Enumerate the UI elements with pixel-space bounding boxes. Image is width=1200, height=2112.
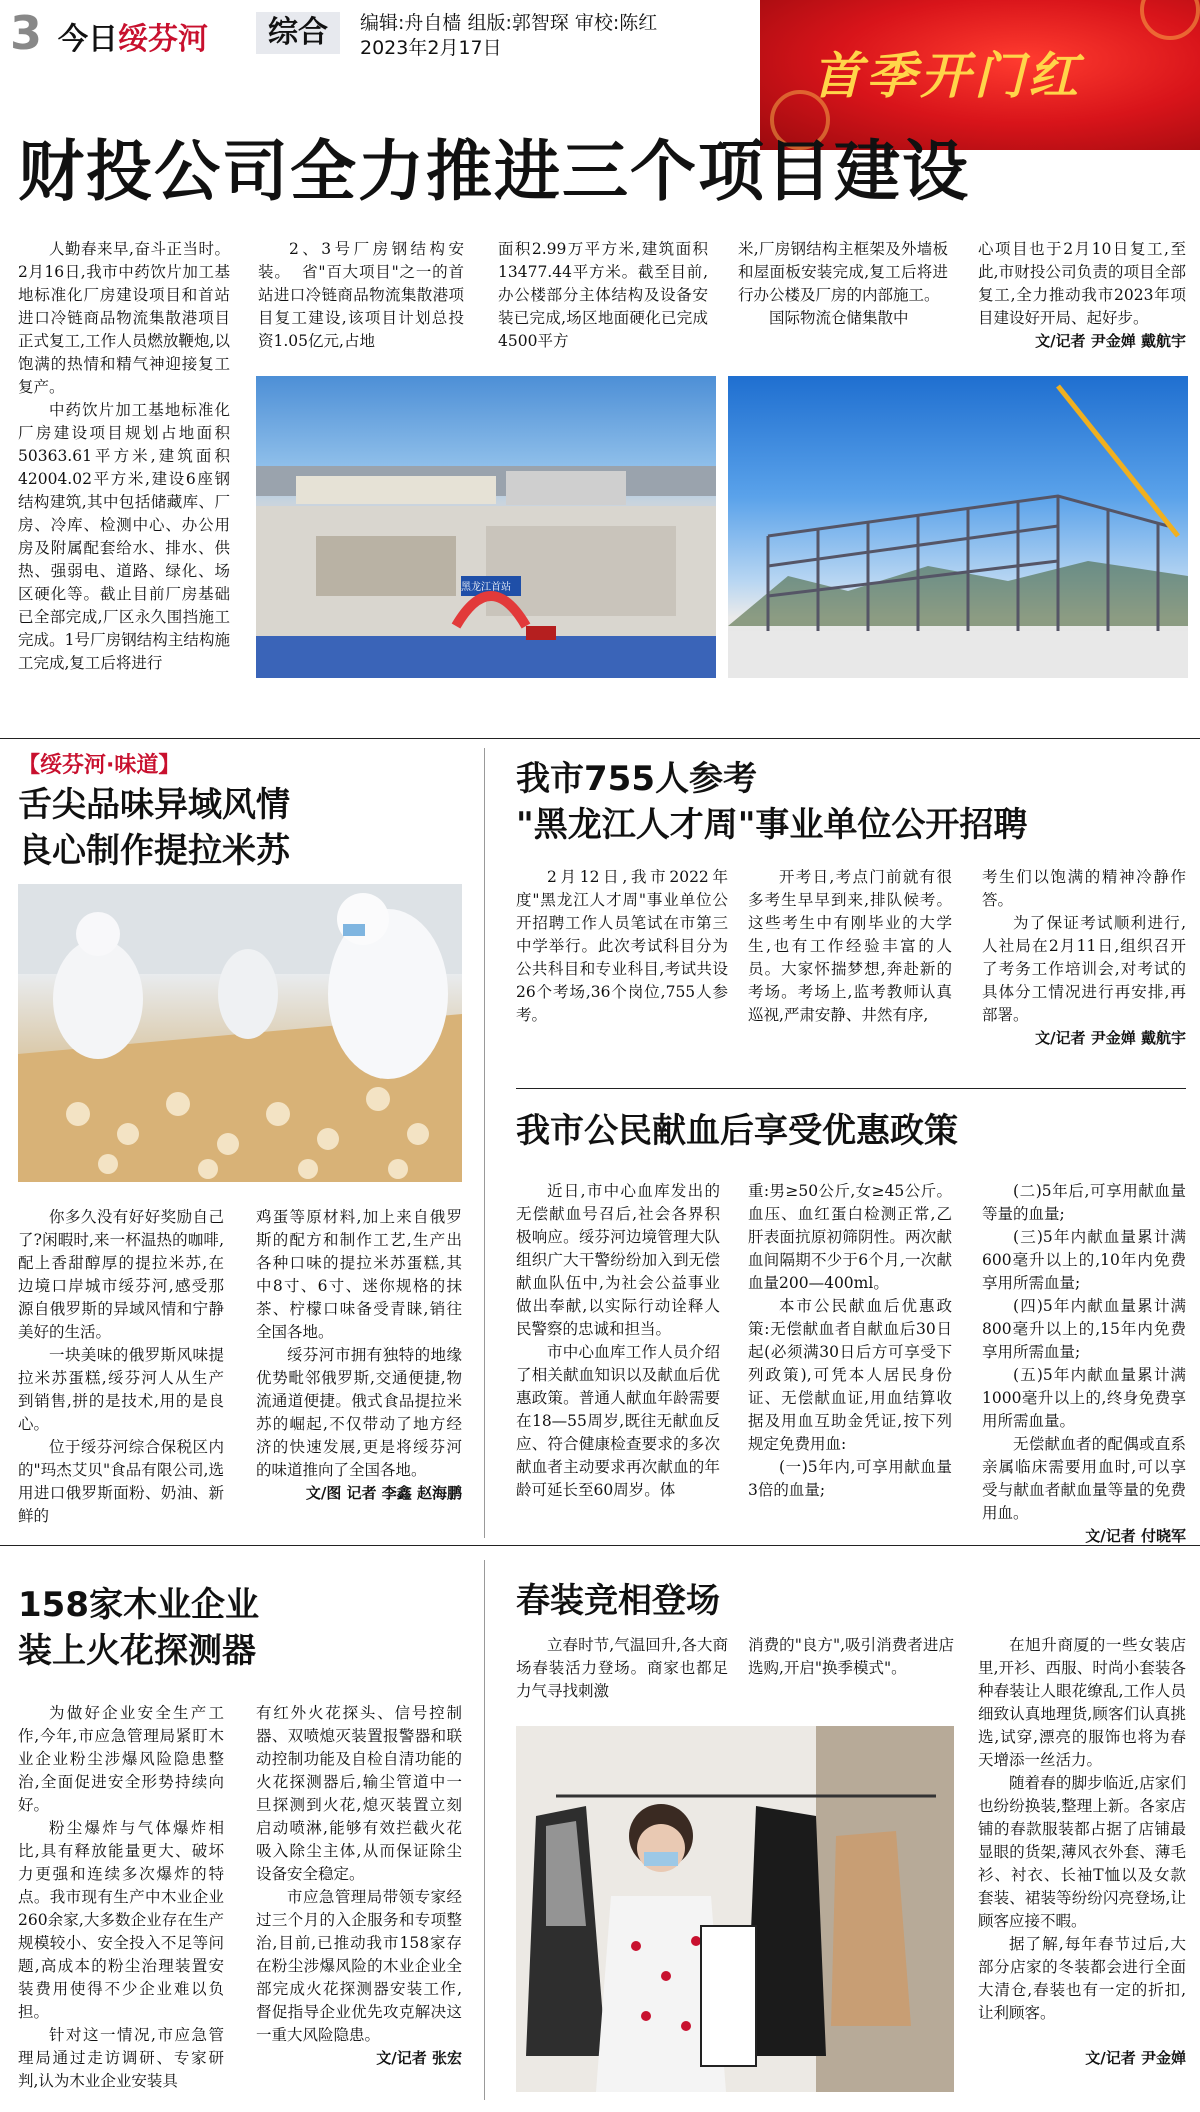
page-number: 3 bbox=[10, 6, 43, 60]
paragraph: 有红外火花探头、信号控制器、双喷熄灭装置报警器和联动控制功能及自检自清功能的火花探测器后,输尘管道中一旦探测到火花,熄灭装置立刻启动喷淋,能够有效拦截火花吸入除尘主体,从而保证除尘设备安全稳定。 bbox=[256, 1704, 462, 1883]
blood-column-1 bbox=[516, 1180, 720, 1502]
clothing-store-illustration bbox=[516, 1726, 954, 2092]
jobs-byline: 文/记者 尹金婵 戴航宇 bbox=[1035, 1029, 1186, 1047]
banner-ornament bbox=[1140, 0, 1200, 40]
construction-site-illustration bbox=[256, 376, 716, 678]
jobs-headline-line-1: 我市755人参考 bbox=[516, 759, 757, 799]
paragraph: 2、3号厂房钢结构安装。 省"百大项目"之一的首站进口冷链商品物流集散港项目复工建设,该项目计划总投资1.05亿元,占地 bbox=[258, 240, 464, 350]
lead-column-2 bbox=[258, 238, 464, 353]
paragraph: 鸡蛋等原材料,加上来自俄罗斯的配方和制作工艺,生产出各种口味的提拉米苏蛋糕,其中8寸、6寸、迷你规格的抹茶、柠檬口味备受青睐,销往全国各地。 bbox=[256, 1208, 462, 1341]
jobs-headline bbox=[516, 756, 1027, 848]
paragraph: 无偿献血者的配偶或直系亲属临床需要用血时,可以享受与献血者献血量等量的免费用血。 bbox=[982, 1435, 1186, 1522]
section-divider bbox=[0, 1545, 1200, 1546]
editor-credits: 编辑:舟自樯 组版:郭智琛 审校:陈红 bbox=[360, 12, 658, 34]
paragraph: 面积2.99万平方米,建筑面积13477.44平方米。截至目前,办公楼部分主体结构及设备安装已完成,场区地面硬化已完成4500平方 bbox=[498, 240, 708, 350]
paragraph: 针对这一情况,市应急管理局通过走访调研、专家研判,认为木业企业安装具 bbox=[18, 2026, 224, 2090]
paragraph: (二)5年后,可享用献血量等量的血量; bbox=[982, 1182, 1186, 1223]
jobs-column-1 bbox=[516, 866, 728, 1027]
lead-column-4 bbox=[738, 238, 948, 330]
paragraph: 在旭升商厦的一些女装店里,开衫、西服、时尚小套装各种春装让人眼花缭乱,工作人员细致认真地理货,顾客们认真挑选,试穿,漂亮的服饰也将为春天增添一丝活力。 bbox=[978, 1636, 1186, 1769]
paragraph: 你多久没有好好奖励自己了?闲暇时,来一杯温热的咖啡,配上香甜醇厚的提拉米苏,在边境口岸城市绥芬河,感受那源自俄罗斯的异域风情和宁静美好的生活。 bbox=[18, 1208, 224, 1341]
paragraph: 重:男≥50公斤,女≥45公斤。血压、血红蛋白检测正常,乙肝表面抗原初筛阴性。两次献血间隔期不少于6个月,一次献血量200—400ml。 bbox=[748, 1182, 952, 1292]
food-kicker: 【绥芬河·味道】 bbox=[18, 753, 181, 778]
section-label: 综合 bbox=[256, 12, 340, 54]
blood-column-3 bbox=[982, 1180, 1186, 1548]
paragraph: 心项目也于2月10日复工,至此,市财投公司负责的项目全部复工,全力推动我市2023年项目建设好开局、起好步。 bbox=[978, 240, 1186, 327]
paragraph: 开考日,考点门前就有很多考生早早到来,排队候考。这些考生中有刚毕业的大学生,也有工作经验丰富的人员。大家怀揣梦想,奔赴新的考场。考场上,监考教师认真巡视,严肃安静、井然有序, bbox=[748, 868, 952, 1024]
newspaper-brand bbox=[58, 14, 208, 58]
photo-steel-frame bbox=[728, 376, 1188, 678]
blood-byline: 文/记者 付晓军 bbox=[1085, 1527, 1186, 1545]
food-column-1 bbox=[18, 1206, 224, 1528]
food-headline bbox=[18, 782, 290, 874]
spring-column-2 bbox=[748, 1634, 954, 1680]
food-column-2 bbox=[256, 1206, 462, 1505]
wood-headline-line-2: 装上火花探测器 bbox=[18, 1631, 256, 1671]
wood-byline: 文/记者 张宏 bbox=[376, 2049, 462, 2067]
issue-date: 2023年2月17日 bbox=[360, 37, 502, 59]
food-factory-illustration bbox=[18, 884, 462, 1182]
paragraph: 近日,市中心血库发出的无偿献血号召后,社会各界积极响应。绥芬河边境管理大队组织广大干警纷纷加入到无偿献血队伍中,为社会公益事业做出奉献,以实际行动诠释人民警察的忠诚和担当。 bbox=[516, 1182, 720, 1338]
blood-headline: 我市公民献血后享受优惠政策 bbox=[516, 1111, 958, 1151]
photo-spring-clothing bbox=[516, 1726, 954, 2092]
lead-byline: 文/记者 尹金婵 戴航宇 bbox=[1035, 332, 1186, 350]
jobs-column-3 bbox=[982, 866, 1186, 1050]
jobs-column-2 bbox=[748, 866, 952, 1027]
wood-column-2 bbox=[256, 1702, 462, 2070]
food-headline-line-1: 舌尖品味异域风情 bbox=[18, 785, 290, 825]
paragraph: (五)5年内献血量累计满1000毫升以上的,终身免费享用所需血量。 bbox=[982, 1366, 1186, 1430]
lead-column-1 bbox=[18, 238, 230, 675]
paragraph: 粉尘爆炸与气体爆炸相比,具有释放能量更大、破坏力更强和连续多次爆炸的特点。我市现有生产中木业企业260余家,大多数企业存在生产规模较小、安全投入不足等问题,高成本的粉尘治理装置安装费用使得不少企业难以负担。 bbox=[18, 1819, 224, 2021]
paragraph: 一块美味的俄罗斯风味提拉米苏蛋糕,绥芬河人从生产到销售,拼的是技术,用的是良心。 bbox=[18, 1346, 224, 1433]
paragraph: (三)5年内献血量累计满600毫升以上的,10年内免费享用所需血量; bbox=[982, 1228, 1186, 1292]
lead-column-3 bbox=[498, 238, 708, 353]
paragraph: 人勤春来早,奋斗正当时。2月16日,我市中药饮片加工基地标准化厂房建设项目和首站进口冷链商品物流集散港项目正式复工,工作人员燃放鞭炮,以饱满的热情和精气神迎接复工复产。 bbox=[18, 240, 230, 396]
lead-column-5 bbox=[978, 238, 1186, 353]
paragraph: 绥芬河市拥有独特的地缘优势毗邻俄罗斯,交通便捷,物流通道便捷。俄式食品提拉米苏的崛起,不仅带动了地方经济的快速发展,更是将绥芬河的味道推向了全国各地。 bbox=[256, 1346, 462, 1479]
column-divider bbox=[484, 748, 485, 1538]
wood-headline-line-1: 158家木业企业 bbox=[18, 1585, 259, 1625]
wood-headline bbox=[18, 1582, 259, 1674]
section-divider bbox=[0, 738, 1200, 739]
jobs-headline-line-2: "黑龙江人才周"事业单位公开招聘 bbox=[516, 805, 1028, 845]
paragraph: 国际物流仓储集散中 bbox=[769, 309, 909, 327]
food-headline-line-2: 良心制作提拉米苏 bbox=[18, 831, 290, 871]
brand-name: 绥芬河 bbox=[118, 22, 208, 57]
spring-byline: 文/记者 尹金婵 bbox=[1085, 2049, 1186, 2067]
paragraph: 市应急管理局带领专家经过三个月的入企服务和专项整治,目前,已推动我市158家存在粉尘涉爆风险的木业企业全部完成火花探测器安装工作,督促指导企业优先攻克解决这一重大风险隐患。 bbox=[256, 1888, 462, 2044]
lead-headline: 财投公司全力推进三个项目建设 bbox=[18, 133, 970, 210]
paragraph: (一)5年内,可享用献血量3倍的血量; bbox=[748, 1458, 952, 1499]
brand-prefix: 今日 bbox=[58, 22, 118, 57]
banner-text: 首季开门红 bbox=[812, 46, 1082, 105]
paragraph: 米,厂房钢结构主框架及外墙板和屋面板安装完成,复工后将进行办公楼及厂房的内部施工。 bbox=[738, 240, 948, 304]
spring-headline: 春装竞相登场 bbox=[516, 1581, 720, 1621]
spring-column-1 bbox=[516, 1634, 728, 1703]
paragraph: 考生们以饱满的精神冷静作答。 bbox=[982, 868, 1186, 909]
paragraph: 随着春的脚步临近,店家们也纷纷换装,整理上新。各家店铺的春款服装都占据了店铺最显眼的货架,薄风衣外套、薄毛衫、衬衣、长袖T恤以及女款套装、裙装等纷纷闪亮登场,让顾客应接不暇。 bbox=[978, 1774, 1186, 1930]
paragraph: 立春时节,气温回升,各大商场春装活力登场。商家也都足力气寻找刺激 bbox=[516, 1636, 728, 1700]
paragraph: 位于绥芬河综合保税区内的"玛杰艾贝"食品有限公司,选用进口俄罗斯面粉、奶油、新鲜的 bbox=[18, 1438, 224, 1525]
food-byline: 文/图 记者 李鑫 赵海鹏 bbox=[305, 1484, 462, 1502]
paragraph: 为做好企业安全生产工作,今年,市应急管理局紧盯木业企业粉尘涉爆风险隐患整治,全面促进安全形势持续向好。 bbox=[18, 1704, 224, 1814]
spring-column-3 bbox=[978, 1634, 1186, 2070]
column-divider bbox=[484, 1560, 485, 2100]
section-divider bbox=[516, 1088, 1186, 1089]
paragraph: 本市公民献血后优惠政策:无偿献血者自献血后30日起(必须满30日后方可享受下列政策),可凭本人居民身份证、无偿献血证,用血结算收据及用血互助金凭证,按下列规定免费用血: bbox=[748, 1297, 952, 1453]
paragraph: (四)5年内献血量累计满800毫升以上的,15年内免费享用所需血量; bbox=[982, 1297, 1186, 1361]
photo-tiramisu-production bbox=[18, 884, 462, 1182]
paragraph: 市中心血库工作人员介绍了相关献血知识以及献血后优惠政策。普通人献血年龄需要在18—55周岁,既往无献血反应、符合健康检查要求的多次献血者主动要求再次献血的年龄可延长至60周岁。体 bbox=[516, 1343, 720, 1499]
paragraph: 为了保证考试顺利进行,人社局在2月11日,组织召开了考务工作培训会,对考试的具体分工情况进行再安排,再部署。 bbox=[982, 914, 1186, 1024]
blood-column-2 bbox=[748, 1180, 952, 1502]
paragraph: 消费的"良方",吸引消费者进店选购,开启"换季模式"。 bbox=[748, 1636, 954, 1677]
paragraph: 据了解,每年春节过后,大部分店家的冬装都会进行全面大清仓,春装也有一定的折扣,让利顾客。 bbox=[978, 1935, 1186, 2022]
paragraph: 2月12日,我市2022年度"黑龙江人才周"事业单位公开招聘工作人员笔试在市第三中学举行。此次考试科目分为公共科目和专业科目,考试共设26个考场,36个岗位,755人参考。 bbox=[516, 868, 728, 1024]
site-sign-text: 黑龙江首站 bbox=[461, 582, 511, 593]
wood-column-1 bbox=[18, 1702, 224, 2093]
steel-frame-illustration bbox=[728, 376, 1188, 678]
photo-construction-site bbox=[256, 376, 716, 678]
paragraph: 中药饮片加工基地标准化厂房建设项目规划占地面积50363.61平方米,建筑面积42004.02平方米,建设6座钢结构建筑,其中包括储藏库、厂房、冷库、检测中心、办公用房及附属配套给水、排水、供热、强弱电、道路、绿化、场区硬化等。截止目前厂房基础已全部完成,厂区永久围挡施工完成。1号厂房钢结构主结构施工完成,复工后将进行 bbox=[18, 401, 230, 672]
